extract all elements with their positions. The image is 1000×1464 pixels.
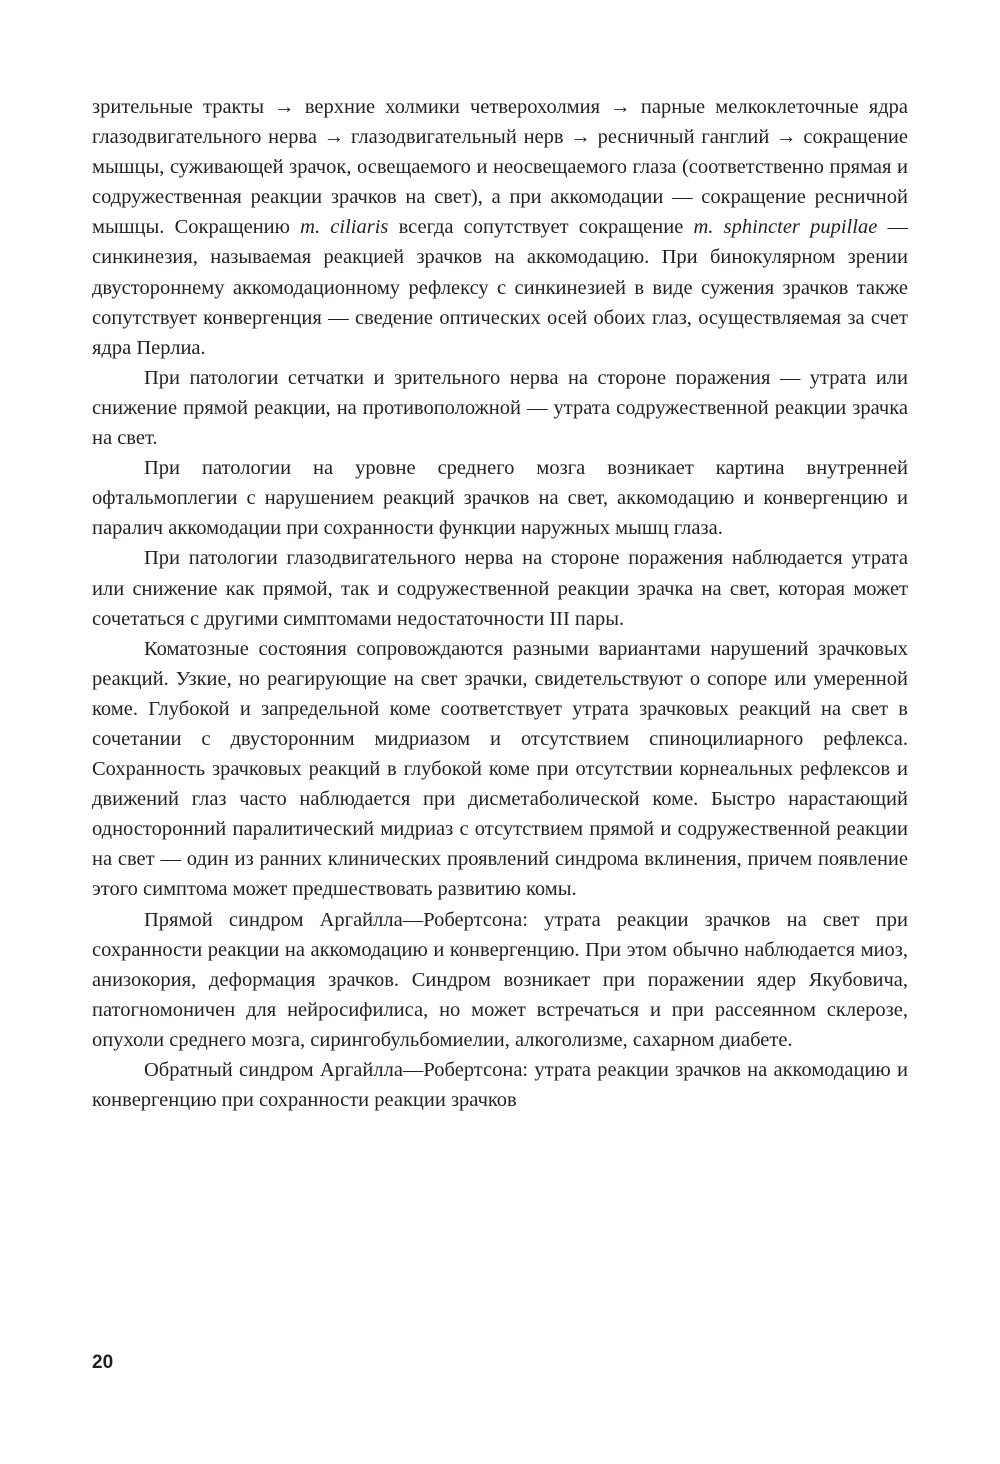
paragraph: При патологии на уровне среднего мозга возникает картина внутренней офтальмоплегии с нарушением реакций зрачков на свет, аккомодацию и конвергенцию и паралич аккомодации при сохранности функции наружных мышц глаза. — [92, 457, 908, 540]
page-number: 20 — [92, 1352, 114, 1373]
paragraph: Обратный синдром Аргайлла—Робертсона: утрата реакции зрачков на аккомодацию и конвергенцию при сохранности реакции зрачков — [92, 1059, 908, 1112]
page-body — [92, 92, 908, 1115]
paragraph: Прямой синдром Аргайлла—Робертсона: утрата реакции зрачков на свет при сохранности реакции на аккомодацию и конвергенцию. При этом обычно наблюдается миоз, анизокория, деформация зрачков. Синдром возникает при поражении ядер Якубовича, патогномоничен для нейросифилиса, но может встречаться и при рассеянном склерозе, опухоли среднего мозга, сирингобульбомиелии, алкоголизме, сахарном диабете. — [92, 908, 908, 1051]
paragraph: зрительные тракты → верхние холмики четверохолмия → парные мелкоклеточные ядра глазодвигательного нерва → глазодвигательный нерв → ресничный ганглий → сокращение мышцы, суживающей зрачок, освещаемого и неосвещаемого глаза (соответственно прямая и содружественная реакции зрачков на свет), а при аккомодации — сокращение ресничной мышцы. Сокращению m. ciliaris всегда сопутствует сокращение m. sphincter pupillae — синкинезия, называемая реакцией зрачков на аккомодацию. При бинокулярном зрении двустороннему аккомодационному рефлексу с синкинезией в виде сужения зрачков также сопутствует конвергенция — сведение оптических осей обоих глаз, осуществляемая за счет ядра Перлиа. — [92, 96, 908, 359]
paragraph: Коматозные состояния сопровождаются разными вариантами нарушений зрачковых реакций. Узкие, но реагирующие на свет зрачки, свидетельствуют о сопоре или умеренной коме. Глубокой и запредельной коме соответствует утрата зрачковых реакций на свет в сочетании с двусторонним мидриазом и отсутствием спиноцилиарного рефлекса. Сохранность зрачковых реакций в глубокой коме при отсутствии корнеальных рефлексов и движений глаз часто наблюдается при дисметаболической коме. Быстро нарастающий односторонний паралитический мидриаз с отсутствием прямой и содружественной реакции на свет — один из ранних клинических проявлений синдрома вклинения, причем появление этого симптома может предшествовать развитию комы. — [92, 637, 908, 901]
paragraph: При патологии глазодвигательного нерва на стороне поражения наблюдается утрата или снижение как прямой, так и содружественной реакции зрачка на свет, которая может сочетаться с другими симптомами недостаточности III пары. — [92, 547, 908, 630]
paragraph: При патологии сетчатки и зрительного нерва на стороне поражения — утрата или снижение прямой реакции, на противоположной — утрата содружественной реакции зрачка на свет. — [92, 366, 908, 450]
